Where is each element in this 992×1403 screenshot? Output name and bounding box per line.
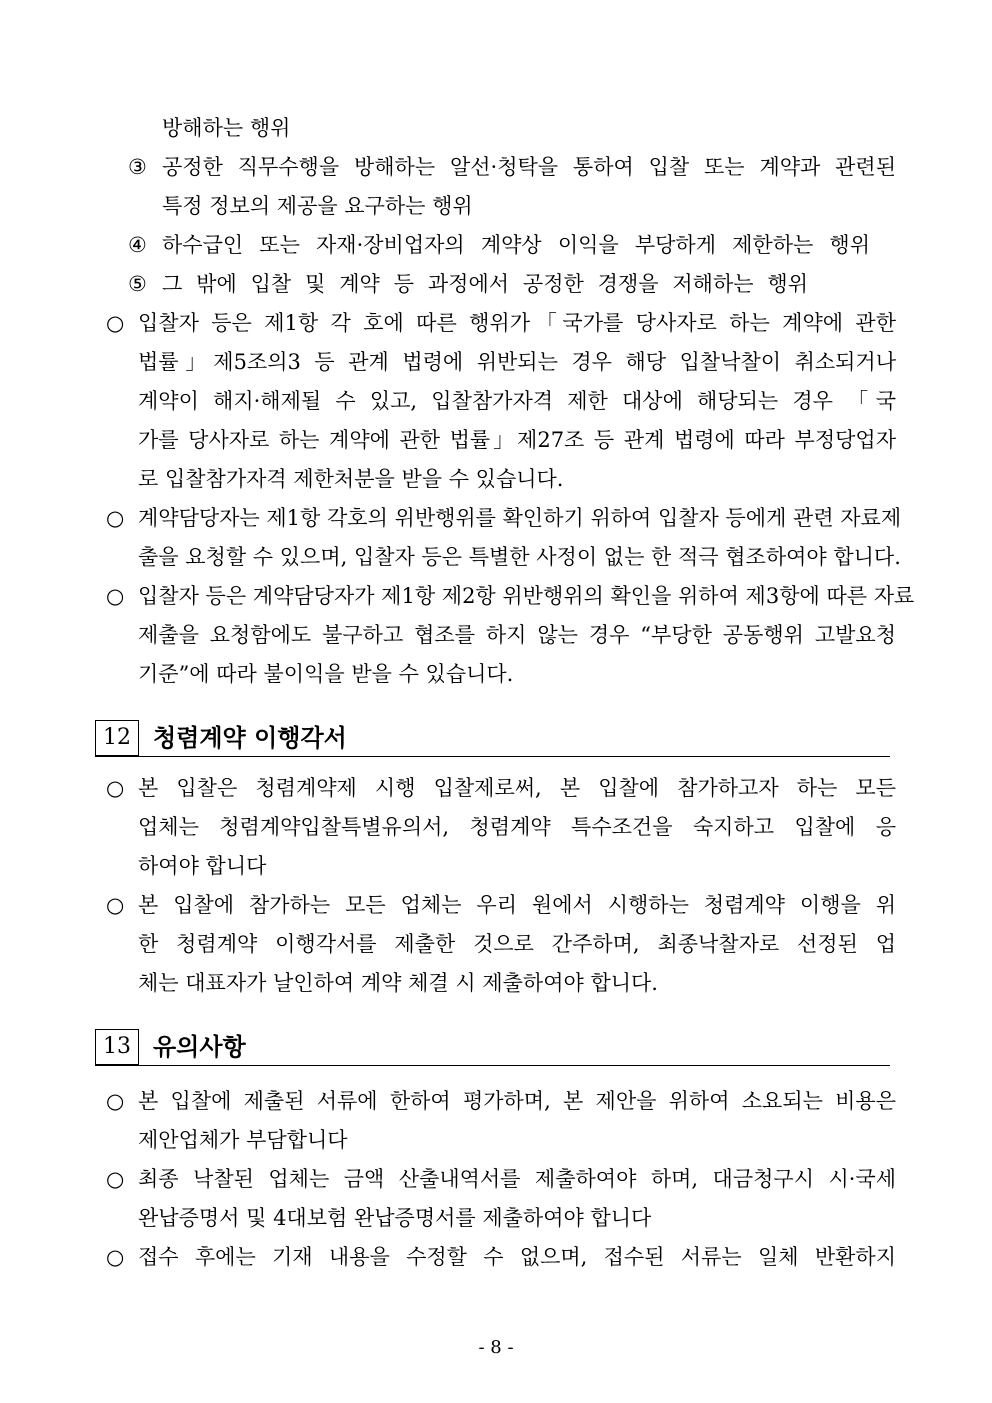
section-number: 12: [95, 720, 139, 756]
bullet-line: 가를 당사자로 하는 계약에 관한 법률」제27조 등 관계 법령에 따라 부정당업자: [138, 428, 896, 452]
section-heading-13: [95, 1029, 890, 1066]
section-number: 13: [95, 1029, 139, 1065]
item-marker-3: ③: [128, 155, 147, 179]
item-5-line: 그 밖에 입찰 및 계약 등 과정에서 공정한 경쟁을 저해하는 행위: [162, 272, 808, 296]
bullet-line: 본 입찰은 청렴계약제 시행 입찰제로써, 본 입찰에 참가하고자 하는 모든: [138, 776, 896, 800]
bullet-circle: ○: [106, 584, 125, 608]
bullet-line: 출을 요청할 수 있으며, 입찰자 등은 특별한 사정이 없는 한 적극 협조하여야 합니다.: [138, 545, 901, 569]
bullet-line: 업체는 청렴계약입찰특별유의서, 청렴계약 특수조건을 숙지하고 입찰에 응: [138, 815, 896, 839]
section-title: 유의사항: [153, 1032, 246, 1061]
item-marker-5: ⑤: [128, 272, 147, 296]
bullet-circle: ○: [106, 893, 125, 917]
bullet-circle: ○: [106, 1167, 125, 1191]
bullet-line: 본 입찰에 제출된 서류에 한하여 평가하며, 본 제안을 위하여 소요되는 비용은: [138, 1089, 896, 1113]
bullet-circle: ○: [106, 311, 125, 335]
bullet-line: 최종 낙찰된 업체는 금액 산출내역서를 제출하여야 하며, 대금청구시 시·국세: [138, 1167, 896, 1191]
bullet-circle: ○: [106, 776, 125, 800]
bullet-line: 제안업체가 부담합니다: [138, 1128, 348, 1152]
bullet-circle: ○: [106, 1245, 125, 1269]
bullet-line: 입찰자 등은 제1항 각 호에 따른 행위가「국가를 당사자로 하는 계약에 관한: [138, 311, 896, 335]
bullet-line: 기준”에 따라 불이익을 받을 수 있습니다.: [138, 662, 514, 686]
bullet-line: 체는 대표자가 날인하여 계약 체결 시 제출하여야 합니다.: [138, 971, 658, 995]
item-marker-4: ④: [128, 233, 147, 257]
bullet-line: 제출을 요청함에도 불구하고 협조를 하지 않는 경우 “부당한 공동행위 고발요청: [138, 623, 896, 647]
bullet-line: 법률」제5조의3 등 관계 법령에 위반되는 경우 해당 입찰낙찰이 취소되거나: [138, 350, 896, 374]
bullet-line: 로 입찰참가자격 제한처분을 받을 수 있습니다.: [138, 467, 564, 491]
bullet-line: 계약이 해지·해제될 수 있고, 입찰참가자격 제한 대상에 해당되는 경우 「국: [138, 389, 896, 413]
bullet-line: 하여야 합니다: [138, 854, 267, 878]
bullet-line: 한 청렴계약 이행각서를 제출한 것으로 간주하며, 최종낙찰자로 선정된 업: [138, 932, 896, 956]
bullet-line: 입찰자 등은 계약담당자가 제1항 제2항 위반행위의 확인을 위하여 제3항에 따른 자료: [138, 584, 915, 608]
item-3-line: 특정 정보의 제공을 요구하는 행위: [162, 194, 473, 218]
bullet-line: 본 입찰에 참가하는 모든 업체는 우리 원에서 시행하는 청렴계약 이행을 위: [138, 893, 896, 917]
bullet-line: 접수 후에는 기재 내용을 수정할 수 없으며, 접수된 서류는 일체 반환하지: [138, 1245, 896, 1269]
bullet-circle: ○: [106, 1089, 125, 1113]
section-title: 청렴계약 이행각서: [153, 723, 347, 752]
section-heading-12: [95, 720, 890, 757]
bullet-line: 완납증명서 및 4대보험 완납증명서를 제출하여야 합니다: [138, 1206, 652, 1230]
item-continuation: 방해하는 행위: [162, 116, 291, 140]
item-3-line: 공정한 직무수행을 방해하는 알선·청탁을 통하여 입찰 또는 계약과 관련된: [162, 155, 896, 179]
item-4-line: 하수급인 또는 자재·장비업자의 계약상 이익을 부당하게 제한하는 행위: [162, 233, 870, 257]
bullet-circle: ○: [106, 506, 125, 530]
bullet-line: 계약담당자는 제1항 각호의 위반행위를 확인하기 위하여 입찰자 등에게 관련 자료제: [138, 506, 902, 530]
page-number: - 8 -: [478, 1337, 514, 1358]
